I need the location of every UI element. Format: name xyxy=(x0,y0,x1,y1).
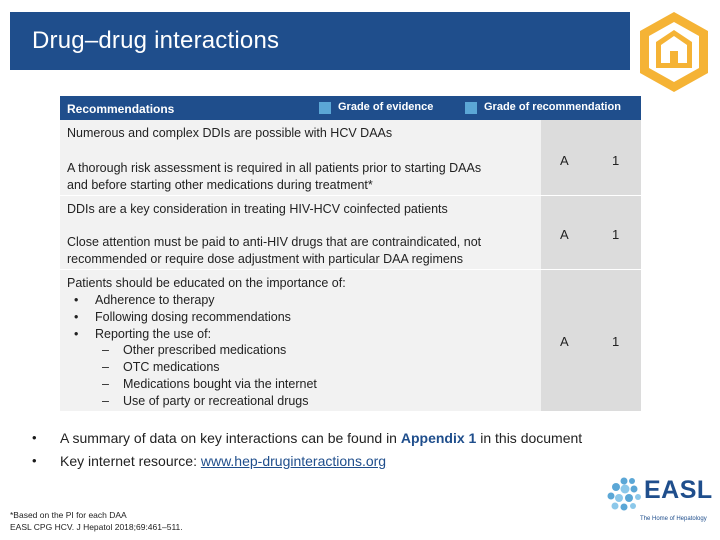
easl-logo-icon xyxy=(602,476,644,516)
grade-evidence-label: Grade of evidence xyxy=(338,101,434,113)
row-intro: Patients should be educated on the importance of: xyxy=(67,276,346,290)
dash-icon: – xyxy=(102,377,109,391)
slide-title: Drug–drug interactions xyxy=(32,27,280,54)
summary-text: A summary of data on key interactions can be found in xyxy=(60,430,401,446)
summary-line-appendix xyxy=(60,430,582,446)
dash-icon: – xyxy=(102,394,109,408)
dash-icon: – xyxy=(102,360,109,374)
table-header xyxy=(60,96,641,120)
row-text-line: A thorough risk assessment is required in all patients prior to starting DAAs xyxy=(67,161,482,175)
summary-text: in this document xyxy=(476,430,583,446)
sub-list-item: Use of party or recreational drugs xyxy=(123,394,309,408)
recommendations-label: Recommendations xyxy=(67,102,175,116)
table-row xyxy=(60,120,641,196)
grade-cell xyxy=(541,270,641,411)
bullet-icon: • xyxy=(32,453,37,468)
citation: EASL CPG HCV. J Hepatol 2018;69:461–511. xyxy=(10,522,183,532)
bullet-icon: • xyxy=(74,310,79,324)
grade-evidence-value: A xyxy=(560,334,569,349)
logo-subtitle: The Home of Hepatology xyxy=(640,516,707,522)
row-subtitle: DDIs are a key consideration in treating HIV-HCV coinfected patients xyxy=(67,202,448,216)
grade-evidence-value: A xyxy=(560,227,569,242)
row-text xyxy=(67,160,537,193)
sub-list-item: Medications bought via the internet xyxy=(123,377,317,391)
sub-list-item: OTC medications xyxy=(123,360,220,374)
grade-recommendation-value: 1 xyxy=(612,334,620,349)
grade-recommendation-value: 1 xyxy=(612,153,620,168)
list-item: Adherence to therapy xyxy=(95,293,215,307)
easl-logo xyxy=(600,472,712,532)
grade-cell xyxy=(541,196,641,269)
list-item: Following dosing recommendations xyxy=(95,310,291,324)
row-text xyxy=(67,234,537,267)
grade-evidence-value: A xyxy=(560,153,569,168)
row-subtitle: Numerous and complex DDIs are possible with HCV DAAs xyxy=(67,126,393,140)
bullet-icon: • xyxy=(74,327,79,341)
table-row xyxy=(60,270,641,411)
home-icon xyxy=(636,10,712,94)
dash-icon: – xyxy=(102,343,109,357)
slide-header xyxy=(0,0,720,82)
grade-recommendation-label: Grade of recommendation xyxy=(484,101,621,113)
appendix-reference: Appendix 1 xyxy=(400,430,477,446)
home-button[interactable] xyxy=(636,10,712,94)
sub-list-item: Other prescribed medications xyxy=(123,343,287,357)
grade-cell xyxy=(541,120,641,195)
grade-recommendation-value: 1 xyxy=(612,227,620,242)
bullet-icon: • xyxy=(32,430,37,445)
summary-line-resource xyxy=(60,453,386,469)
row-text-line: Close attention must be paid to anti-HIV drugs that are contraindicated, not xyxy=(67,235,482,249)
list-item: Reporting the use of: xyxy=(95,327,212,341)
recommendations-table xyxy=(60,120,641,411)
logo-text: EASL xyxy=(644,476,713,504)
table-row xyxy=(60,196,641,270)
footnote: *Based on the PI for each DAA xyxy=(10,510,127,520)
resource-link[interactable]: www.hep-druginteractions.org xyxy=(200,453,387,469)
grade-recommendation-swatch xyxy=(465,102,477,114)
summary-text: Key internet resource: xyxy=(60,453,201,469)
bullet-icon: • xyxy=(74,293,79,307)
grade-evidence-swatch xyxy=(319,102,331,114)
row-text-line: and before starting other medications during treatment* xyxy=(67,177,373,192)
row-text-line: recommended or require dose adjustment with particular DAA regimens xyxy=(67,251,464,266)
